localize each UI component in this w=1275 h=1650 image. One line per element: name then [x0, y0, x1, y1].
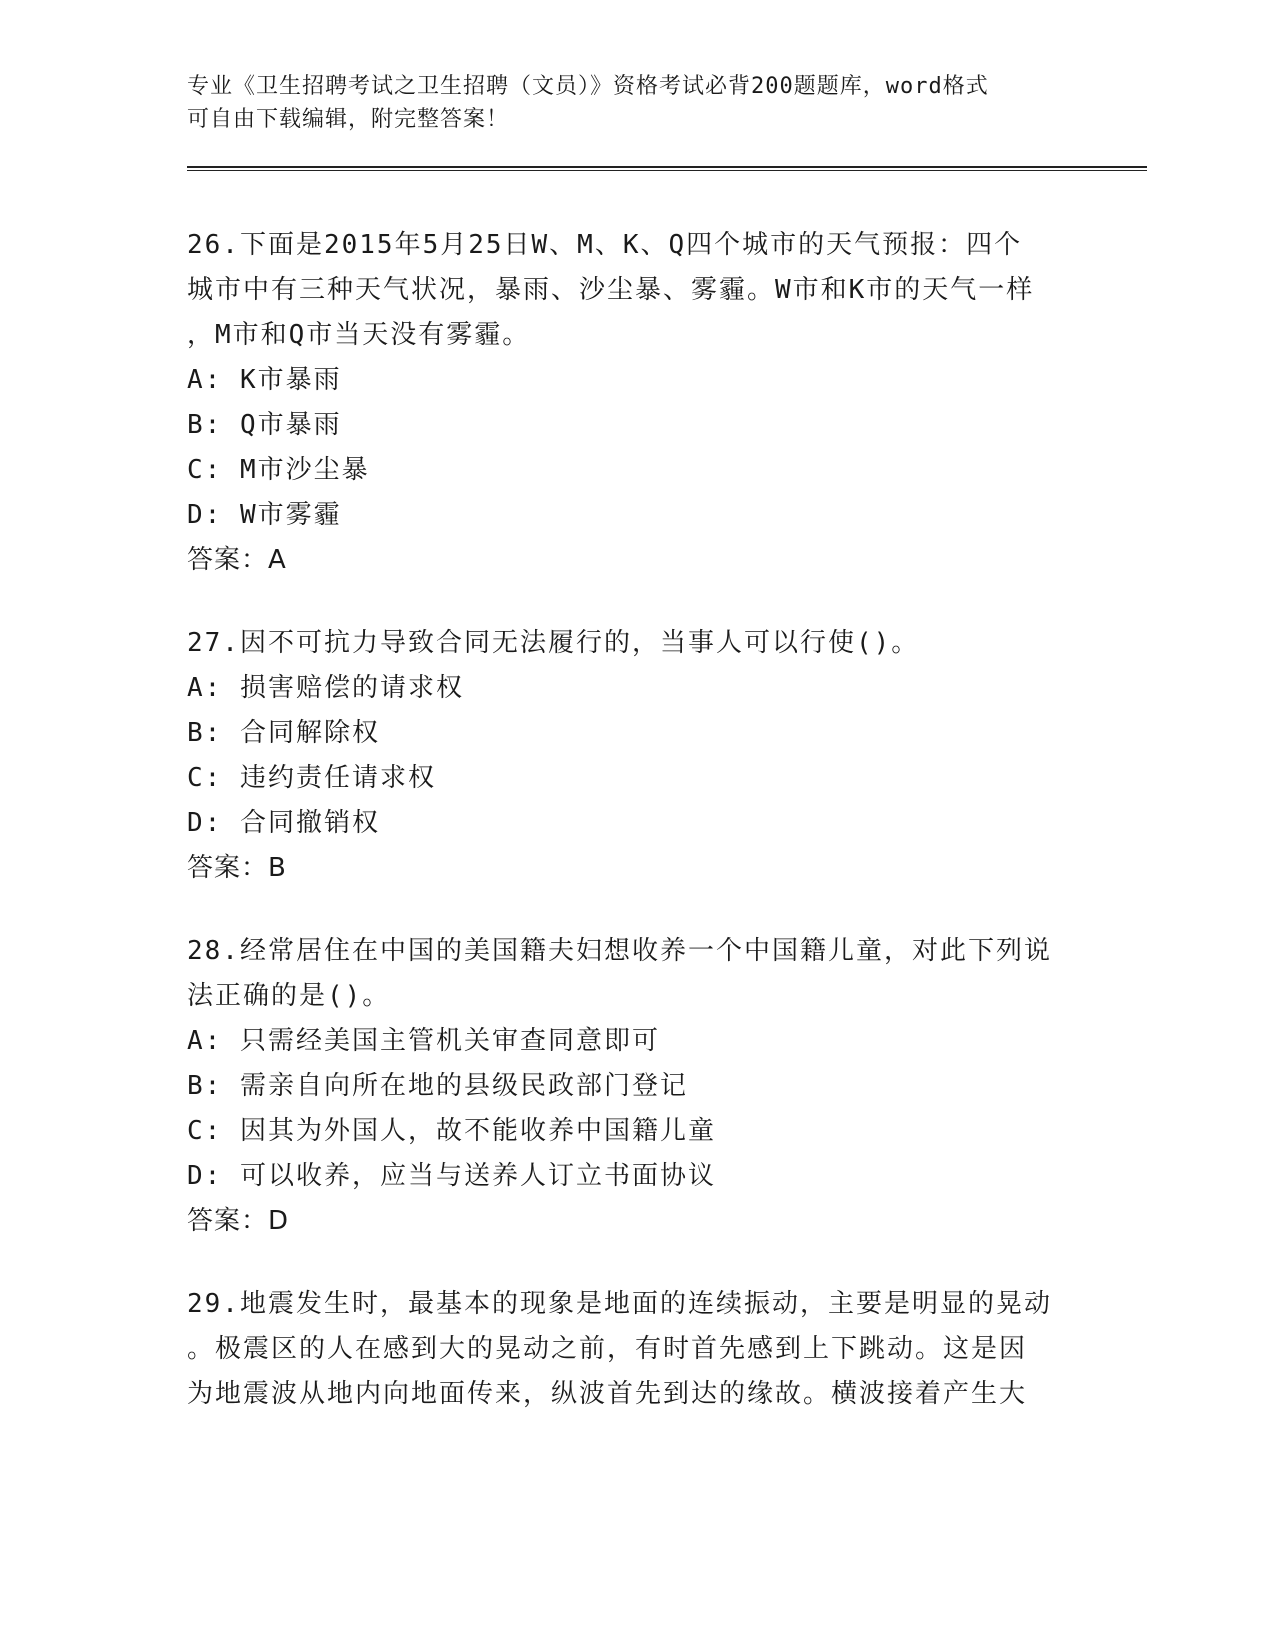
question-text-line: 29.地震发生时，最基本的现象是地面的连续振动，主要是明显的晃动 [187, 1289, 1052, 1319]
question-list [187, 223, 1147, 1417]
option-d: D: 可以收养，应当与送养人订立书面协议 [187, 1161, 716, 1191]
question-text-line: 。极震区的人在感到大的晃动之前，有时首先感到上下跳动。这是因 [187, 1334, 1028, 1364]
question-text-line: 为地震波从地内向地面传来，纵波首先到达的缘故。横波接着产生大 [187, 1379, 1028, 1409]
document-header [187, 70, 1147, 136]
question-text-line: 27.因不可抗力导致合同无法履行的，当事人可以行使()。 [187, 628, 920, 658]
option-b: B: 合同解除权 [187, 718, 380, 748]
question-28 [187, 929, 1147, 1244]
question-text-line: 28.经常居住在中国的美国籍夫妇想收养一个中国籍儿童，对此下列说 [187, 936, 1052, 966]
question-text-line: 26.下面是2015年5月25日W、M、K、Q四个城市的天气预报：四个 [187, 230, 1023, 260]
option-a: A: 只需经美国主管机关审查同意即可 [187, 1026, 660, 1056]
question-text-line: ，M市和Q市当天没有雾霾。 [187, 320, 531, 350]
option-c: C: 因其为外国人，故不能收养中国籍儿童 [187, 1116, 716, 1146]
option-d: D: W市雾霾 [187, 500, 342, 530]
question-27 [187, 621, 1147, 891]
option-d: D: 合同撤销权 [187, 808, 380, 838]
option-a: A: K市暴雨 [187, 365, 342, 395]
question-26 [187, 223, 1147, 583]
option-c: C: 违约责任请求权 [187, 763, 436, 793]
header-line-2: 可自由下载编辑，附完整答案！ [187, 107, 510, 132]
header-divider [187, 166, 1147, 171]
option-a: A: 损害赔偿的请求权 [187, 673, 464, 703]
document-page [187, 70, 1147, 1455]
answer-label: 答案：B [187, 853, 287, 883]
answer-label: 答案：D [187, 1206, 290, 1236]
header-line-1: 专业《卫生招聘考试之卫生招聘（文员）》资格考试必背200题题库，word格式 [187, 74, 989, 99]
option-b: B: Q市暴雨 [187, 410, 342, 440]
answer-label: 答案：A [187, 545, 287, 575]
question-text-line: 城市中有三种天气状况，暴雨、沙尘暴、雾霾。W市和K市的天气一样 [187, 275, 1035, 305]
option-b: B: 需亲自向所在地的县级民政部门登记 [187, 1071, 688, 1101]
option-c: C: M市沙尘暴 [187, 455, 370, 485]
question-text-line: 法正确的是()。 [187, 981, 391, 1011]
question-29 [187, 1282, 1147, 1417]
